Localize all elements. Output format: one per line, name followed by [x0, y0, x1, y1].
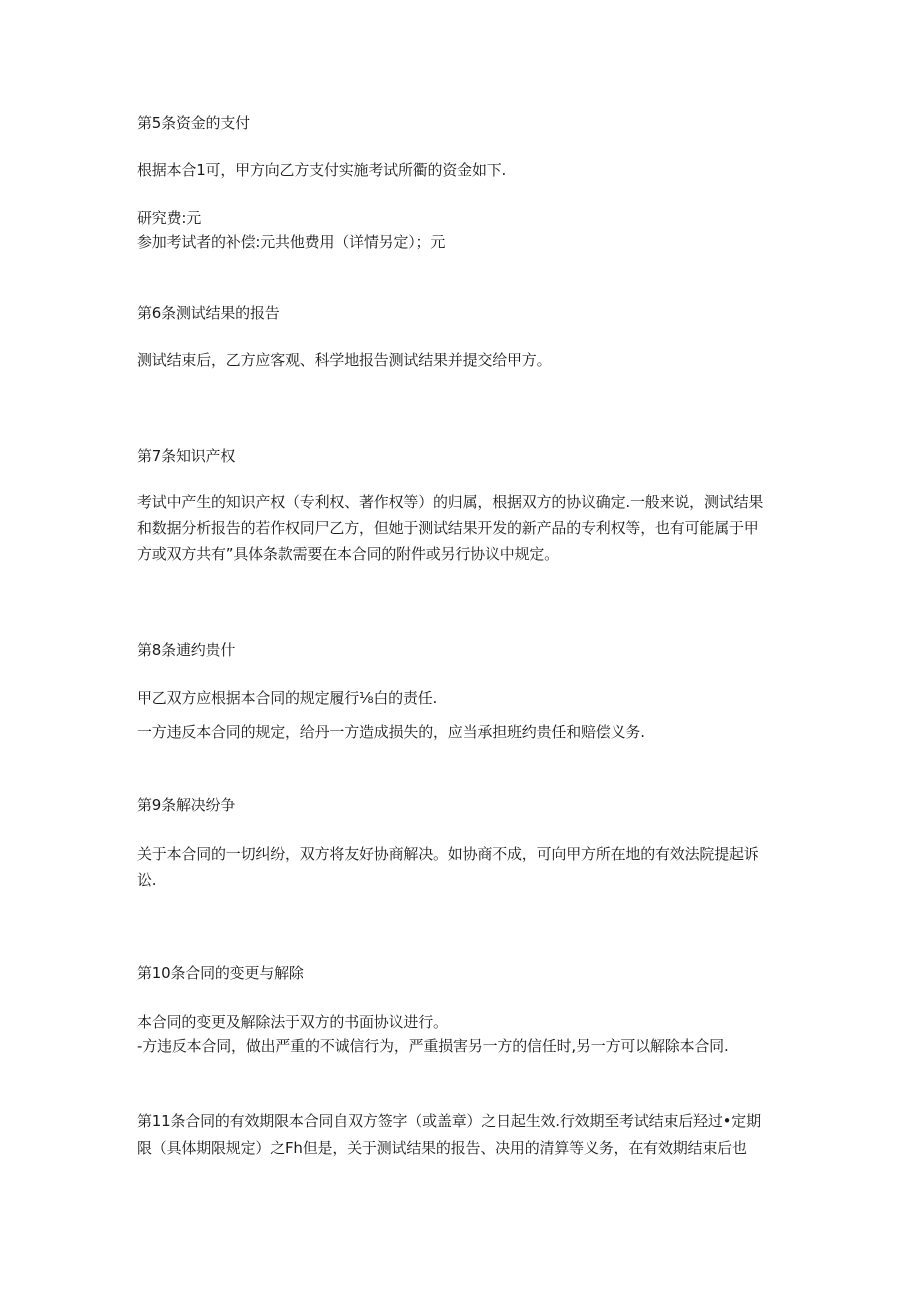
- section-11-line-2: 限（具体期限规定）之Fh但是，关于测试结果的报告、决用的清算等义务，在有效期结束后也: [137, 1139, 747, 1157]
- section-11-line-1: 第11条合同的有效期限本合同自双方签字（或盖章）之日起生效.行效期至考试结束后羟过•定期: [137, 1112, 761, 1130]
- section-7-line-1: 考试中产生的知识产权（专利权、著作权等）的归属，根据双方的协议确定.一般来说，测试结果: [137, 493, 764, 511]
- section-9-line-2: 讼.: [137, 871, 157, 889]
- section-8-heading: 第8条逋约贵什: [137, 641, 236, 659]
- section-9-line-1: 关于本合同的一切纠纷，双方将友好协商解决。如协商不成，可向甲方所在地的有效法院提起诉: [137, 845, 759, 863]
- section-7-heading: 第7条知识产权: [137, 447, 236, 465]
- section-10-heading: 第10条合同的变更与解除: [137, 964, 304, 982]
- section-7-line-2: 和数据分析报告的若作权同尸乙方，但她于测试结果开发的新产品的专利权等，也有可能属于甲: [137, 519, 759, 537]
- section-7-line-3: 方或双方共有”具体条款需要在本合同的附件或另行协议中规定。: [137, 545, 559, 563]
- section-5-line-1: 根据本合1可，甲方向乙方支付实施考试所衢的资金如下.: [137, 161, 507, 179]
- section-9-heading: 第9条解决纷争: [137, 796, 236, 814]
- section-10-line-1: 本合同的变更及解除法于双方的书面协议进行。: [137, 1013, 448, 1031]
- section-5-heading: 第5条资金的支付: [137, 114, 250, 132]
- section-5-line-2: 研究费:元: [137, 209, 202, 227]
- section-8-line-2: 一方违反本合同的规定，给丹一方造成损失的，应当承担班约贵任和赔偿义务.: [137, 723, 645, 741]
- section-6-line-1: 测试结束后，乙方应客观、科学地报告测试结果并提交给甲方。: [137, 351, 552, 369]
- section-8-line-1: 甲乙双方应根据本合同的规定履行⅛白的责任.: [137, 689, 438, 707]
- section-5-line-3: 参加考试者的补偿:元共他费用（详情另定）；元: [137, 233, 446, 251]
- section-6-heading: 第6条测试结果的报告: [137, 304, 280, 322]
- section-10-line-2: -方违反本合同，做出严重的不诚信行为，严重损害另一方的信任时,另一方可以解除本合同.: [137, 1037, 729, 1055]
